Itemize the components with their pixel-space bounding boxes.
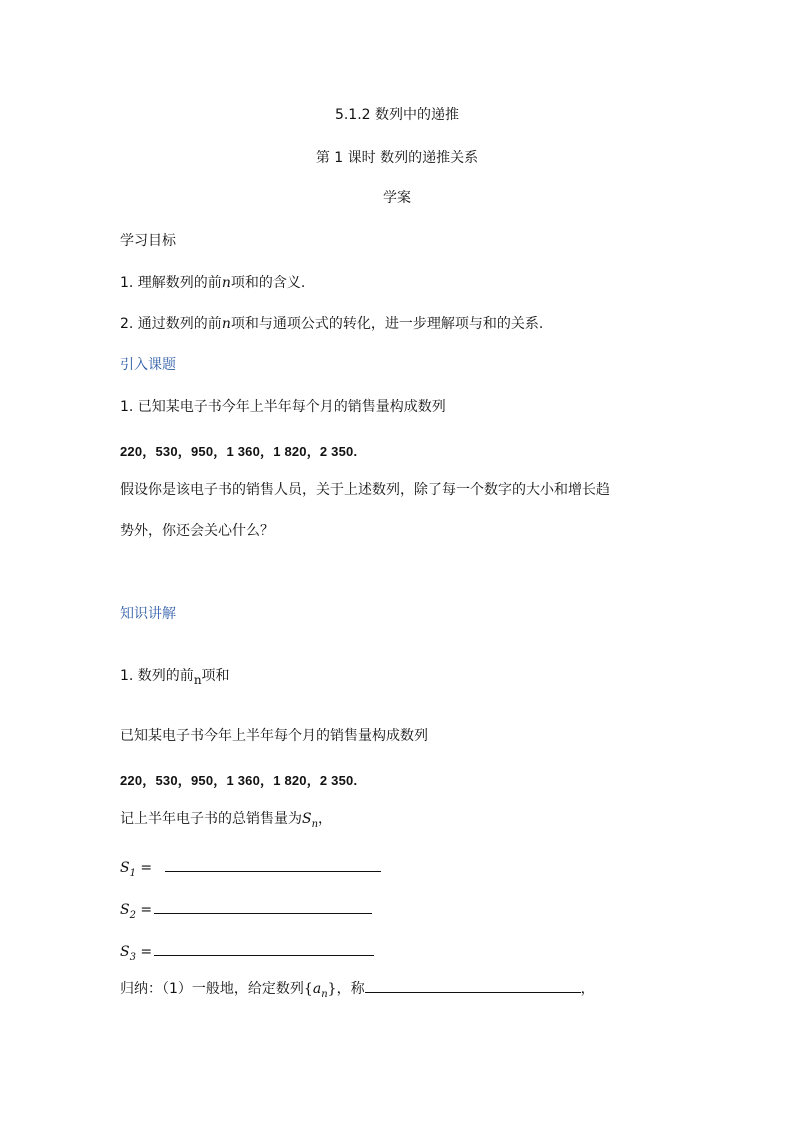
knowledge-sequence: 220，530，950，1 360，1 820，2 350. bbox=[120, 773, 358, 788]
summary-variable: a bbox=[312, 981, 322, 997]
s3-variable: S bbox=[120, 944, 130, 960]
s3-row bbox=[120, 941, 374, 963]
summary-answer-blank[interactable] bbox=[365, 978, 581, 993]
objective-1-prefix: 1. 理解数列的前 bbox=[120, 275, 222, 291]
objective-1-variable: n bbox=[221, 275, 231, 291]
subheading-variable: n bbox=[193, 673, 202, 687]
intro-line-2: 假设你是该电子书的销售人员，关于上述数列，除了每一个数字的大小和增长趋 bbox=[120, 482, 610, 498]
summary-subscript: n bbox=[321, 989, 328, 1000]
summary-set-close: } bbox=[327, 981, 337, 997]
s2-row bbox=[120, 899, 372, 921]
s1-answer-blank[interactable] bbox=[165, 857, 381, 872]
knowledge-heading: 知识讲解 bbox=[120, 606, 176, 622]
sum-variable-subscript: n bbox=[311, 819, 319, 830]
knowledge-subheading bbox=[120, 667, 230, 685]
objective-2-suffix: 项和与通项公式的转化，进一步理解项与和的关系. bbox=[230, 316, 544, 332]
sum-definition-prefix: 记上半年电子书的总销售量为 bbox=[120, 811, 302, 827]
subheading-suffix: 项和 bbox=[201, 668, 230, 684]
s3-equals: = bbox=[140, 944, 153, 960]
lesson-title: 第 1 课时 数列的递推关系 bbox=[315, 150, 479, 166]
intro-heading: 引入课题 bbox=[120, 357, 176, 373]
s3-subscript: 3 bbox=[129, 952, 136, 963]
s1-variable: S bbox=[120, 860, 130, 876]
objective-item-2 bbox=[120, 315, 543, 333]
objective-1-suffix: 项和的含义. bbox=[230, 275, 306, 291]
intro-line-1: 1. 已知某电子书今年上半年每个月的销售量构成数列 bbox=[120, 399, 446, 415]
s1-equals: = bbox=[140, 860, 153, 876]
s2-answer-blank[interactable] bbox=[154, 899, 372, 914]
intro-sequence: 220，530，950，1 360，1 820，2 350. bbox=[120, 444, 358, 459]
sum-definition-line bbox=[120, 810, 332, 830]
summary-end: ， bbox=[580, 981, 595, 997]
knowledge-line-1: 已知某电子书今年上半年每个月的销售量构成数列 bbox=[120, 728, 428, 744]
s2-variable: S bbox=[120, 902, 130, 918]
summary-mid: ，称 bbox=[336, 981, 365, 997]
s1-row bbox=[120, 857, 381, 879]
subheading-prefix: 1. 数列的前 bbox=[120, 668, 194, 684]
sum-definition-suffix: ， bbox=[318, 811, 333, 827]
section-title: 5.1.2 数列中的递推 bbox=[334, 107, 460, 123]
objective-item-1 bbox=[120, 274, 305, 292]
objective-2-variable: n bbox=[221, 316, 231, 332]
s2-equals: = bbox=[140, 902, 153, 918]
summary-prefix: 归纳：（1）一般地，给定数列 bbox=[120, 981, 304, 997]
intro-line-3: 势外，你还会关心什么？ bbox=[120, 523, 274, 539]
sum-variable: S bbox=[302, 811, 312, 827]
summary-line bbox=[120, 978, 595, 1000]
doc-type-label: 学案 bbox=[383, 190, 411, 206]
s2-subscript: 2 bbox=[129, 910, 136, 921]
objectives-heading: 学习目标 bbox=[120, 233, 176, 249]
s1-subscript: 1 bbox=[129, 868, 136, 879]
objective-2-prefix: 2. 通过数列的前 bbox=[120, 316, 222, 332]
s3-answer-blank[interactable] bbox=[154, 941, 374, 956]
summary-set-open: { bbox=[303, 981, 313, 997]
